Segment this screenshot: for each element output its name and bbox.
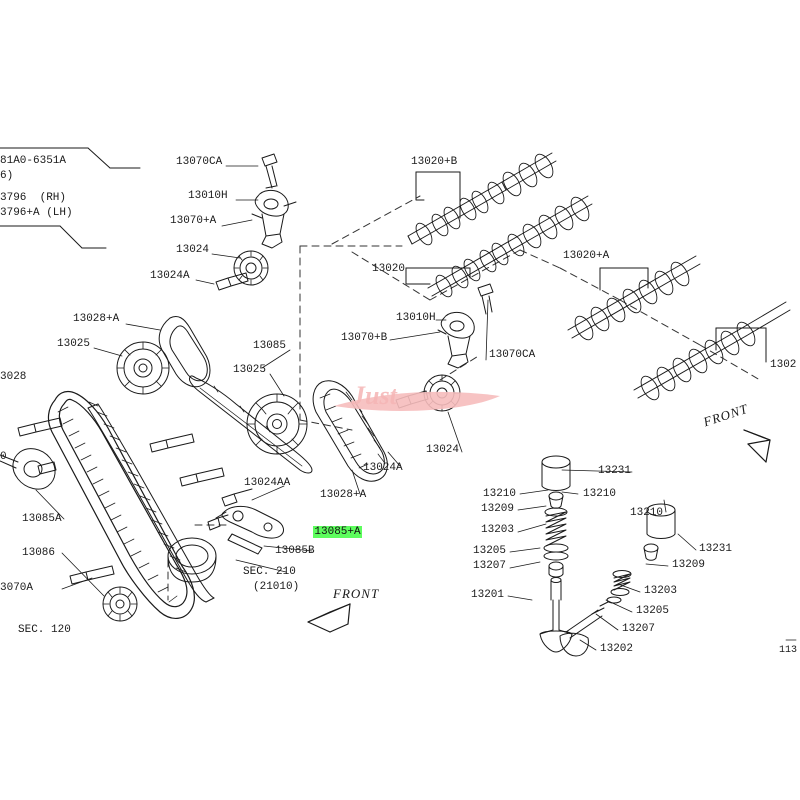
sprocket-13025-upper bbox=[117, 342, 169, 394]
timing-chain-left bbox=[48, 391, 194, 618]
label-13010H-center: 13010H bbox=[396, 312, 436, 324]
label-13086: 13086 bbox=[22, 547, 56, 559]
label-13205-b: 13205 bbox=[636, 605, 670, 617]
camshaft-13020A bbox=[568, 256, 700, 343]
label-partial-0: 0 bbox=[0, 451, 7, 463]
label-13085: 13085 bbox=[253, 340, 287, 352]
label-13070CA-center: 13070CA bbox=[489, 349, 536, 361]
valve-assembly-1 bbox=[540, 456, 572, 652]
label-13207-b: 13207 bbox=[622, 623, 656, 635]
label-13085B: 13085B bbox=[275, 545, 315, 557]
label-13205-a: 13205 bbox=[473, 545, 507, 557]
label-13085A: 13085A bbox=[22, 513, 62, 525]
label-13025-center: 13025 bbox=[233, 364, 267, 376]
label-13209-b: 13209 bbox=[672, 559, 706, 571]
label-13028A-center: 13028+A bbox=[320, 489, 367, 501]
label-13070B: 13070+B bbox=[341, 332, 388, 344]
svg-text:Just: Just bbox=[352, 381, 397, 410]
valve-assembly-2 bbox=[560, 504, 678, 656]
sprocket-13024-upper bbox=[234, 251, 268, 285]
label-13070CA-top: 13070CA bbox=[176, 156, 223, 168]
label-13024-center: 13024 bbox=[426, 444, 460, 456]
label-13028A-left: 13028+A bbox=[73, 313, 120, 325]
label-113-edge: 113 bbox=[779, 645, 798, 656]
label-13231-a: 13231 bbox=[598, 465, 632, 477]
label-3070A: 3070A bbox=[0, 582, 34, 594]
gear-13086 bbox=[103, 587, 137, 621]
label-6: 6) bbox=[0, 170, 14, 182]
label-13024A-center: 13024A bbox=[363, 462, 403, 474]
label-13231-b: 13231 bbox=[699, 543, 733, 555]
label-13070A: 13070+A bbox=[170, 215, 217, 227]
front-label-left: FRONT bbox=[333, 586, 380, 601]
plate-13085A bbox=[0, 449, 55, 489]
chain-guide-13028A bbox=[159, 316, 210, 386]
label-21010: (21010) bbox=[253, 581, 300, 593]
watermark bbox=[334, 381, 500, 411]
label-13202: 13202 bbox=[600, 643, 634, 655]
label-13210-b: 13210 bbox=[583, 488, 617, 500]
label-13210-a: 13210 bbox=[483, 488, 517, 500]
label-sec210: SEC. 210 bbox=[243, 566, 296, 578]
label-13201: 13201 bbox=[471, 589, 505, 601]
sprocket-13025-lower bbox=[247, 394, 307, 454]
label-3796-rh: 3796 (RH) bbox=[0, 192, 67, 204]
label-13010H-top: 13010H bbox=[188, 190, 228, 202]
label-13207-a: 13207 bbox=[473, 560, 507, 572]
highlighted-part-number bbox=[287, 514, 362, 550]
housing-sec210 bbox=[168, 538, 216, 582]
front-label-right: FRONT bbox=[701, 400, 750, 430]
label-13020: 13020 bbox=[372, 263, 406, 275]
label-13209-a: 13209 bbox=[481, 503, 515, 515]
label-13025-left: 13025 bbox=[57, 338, 91, 350]
actuator-13010H-top bbox=[252, 190, 296, 248]
tensioner-rail-13085 bbox=[189, 376, 312, 473]
bolt-13010H-center bbox=[478, 284, 493, 314]
label-1302-right: 1302 bbox=[770, 359, 797, 371]
bolt-13070CA-top bbox=[262, 154, 277, 188]
front-arrow-right bbox=[744, 430, 770, 462]
label-13020B: 13020+B bbox=[411, 156, 458, 168]
chain-guide-left bbox=[88, 404, 214, 602]
label-13024AA: 13024AA bbox=[244, 477, 291, 489]
label-13024-top: 13024 bbox=[176, 244, 210, 256]
front-arrow-left bbox=[308, 604, 350, 632]
label-3796A-lh: 3796+A (LH) bbox=[0, 207, 73, 219]
label-13203-a: 13203 bbox=[481, 524, 515, 536]
highlight-badge: 13085+A bbox=[314, 526, 361, 538]
label-13203-b: 13203 bbox=[644, 585, 678, 597]
leader-brackets bbox=[406, 172, 766, 362]
label-13210-c: 13210 bbox=[630, 507, 664, 519]
actuator-13070B-center bbox=[438, 312, 474, 368]
label-13024A-top: 13024A bbox=[150, 270, 190, 282]
label-13020A: 13020+A bbox=[563, 250, 610, 262]
bolt-13024AA bbox=[222, 489, 252, 506]
label-81A0-6351A: 81A0-6351A bbox=[0, 155, 67, 167]
label-sec120: SEC. 120 bbox=[18, 624, 71, 636]
label-3028: 3028 bbox=[0, 371, 27, 383]
